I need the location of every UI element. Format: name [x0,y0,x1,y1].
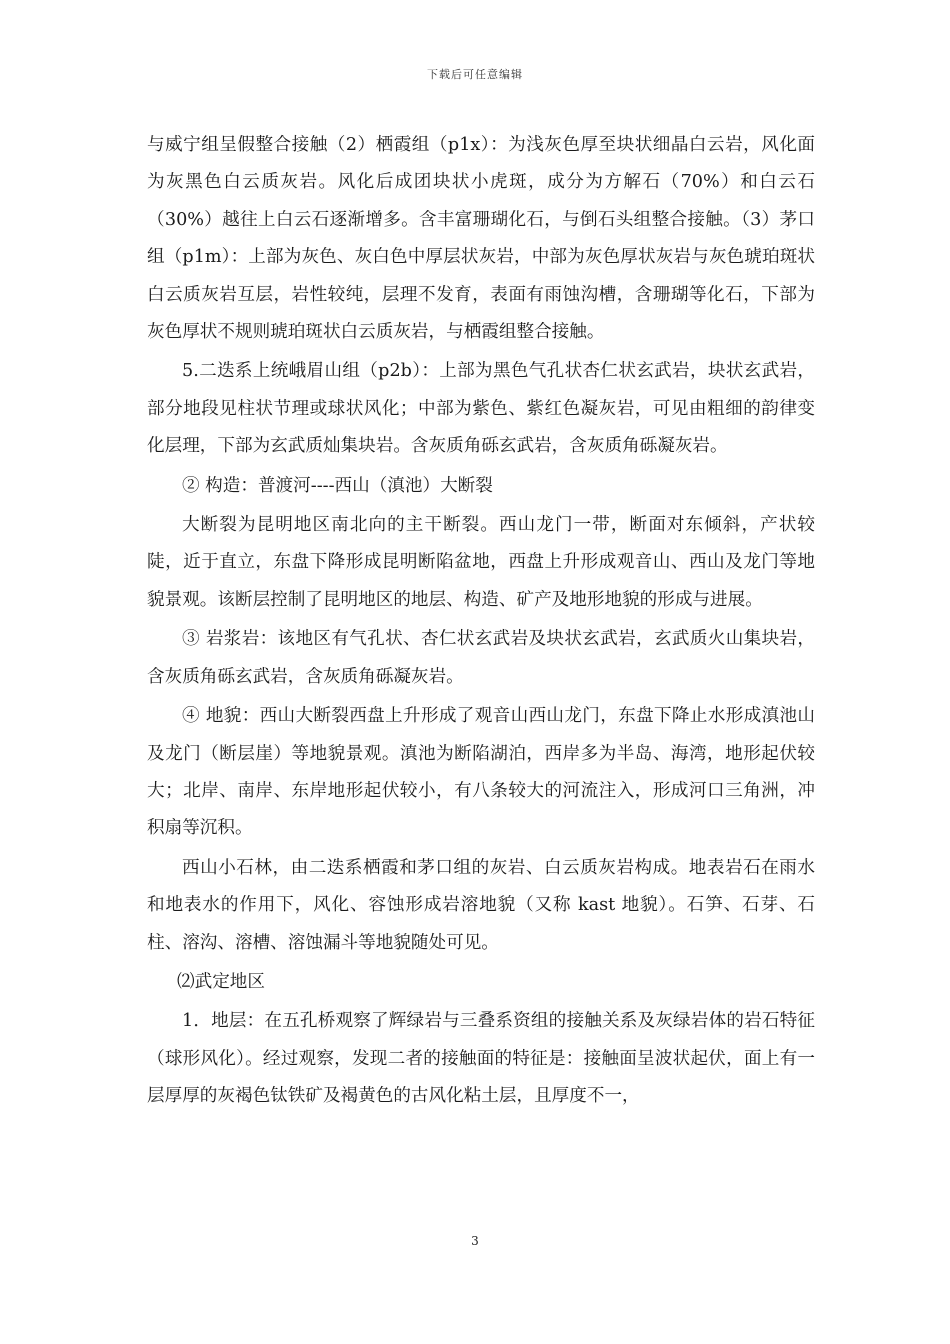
paragraph-wuding-strata: 1．地层：在五孔桥观察了辉绿岩与三叠系资组的接触关系及灰绿岩体的岩石特征（球形风化）。经过观察，发现二者的接触面的特征是：接触面呈波状起伏，面上有一层厚厚的灰褐色钛铁矿及褐黄色的古风化粘土层，且厚度不一， [147,1011,815,1107]
paragraph-emeishan-formation: 5.二迭系上统峨眉山组（p2b）：上部为黑色气孔状杏仁状玄武岩，块状玄武岩，部分地段见柱状节理或球状风化；中部为紫色、紫红色凝灰岩，可见由粗细的韵律变化层理，下部为玄武质灿集块岩。含灰质角砾玄武岩，含灰质角砾凝灰岩。 [147,361,815,457]
page-number: 3 [471,1234,479,1248]
heading-wuding-area: ⑵武定地区 [177,971,265,992]
paragraph-igneous-rock: ③ 岩浆岩：该地区有气孔状、杏仁状玄武岩及块状玄武岩，玄武质火山集块岩，含灰质角砾玄武岩，含灰质角砾凝灰岩。 [147,629,815,687]
paragraph-stone-forest: 西山小石林，由二迭系栖霞和茅口组的灰岩、白云质灰岩构成。地表岩石在雨水和地表水的作用下，风化、容蚀形成岩溶地貌（又称 kast 地貌）。石笋、石芽、石柱、溶沟、溶槽、溶蚀漏斗等地貌随处可见。 [147,857,815,953]
document-body [147,127,815,1116]
paragraph-landform: ④ 地貌：西山大断裂西盘上升形成了观音山西山龙门，东盘下降止水形成滇池山及龙门（断层崖）等地貌景观。滇池为断陷湖泊，西岸多为半岛、海湾，地形起伏较大；北岸、南岸、东岸地形起伏较小，有八条较大的河流注入，形成河口三角洲，冲积扇等沉积。 [147,706,815,839]
header-note: 下载后可任意编辑 [427,68,523,81]
paragraph-formation-continued: 与威宁组呈假整合接触（2）栖霞组（p1x）：为浅灰色厚至块状细晶白云岩，风化面为灰黑色白云质灰岩。风化后成团块状小虎斑，成分为方解石（70%）和白云石（30%）越往上白云石逐渐增多。含丰富珊瑚化石，与倒石头组整合接触。（3）茅口组（p1m）：上部为灰色、灰白色中厚层状灰岩，中部为灰色厚状灰岩与灰色琥珀斑状白云质灰岩互层，岩性较纯，层理不发育，表面有雨蚀沟槽，含珊瑚等化石，下部为灰色厚状不规则琥珀斑状白云质灰岩，与栖霞组整合接触。 [147,135,815,343]
paragraph-fault: 大断裂为昆明地区南北向的主干断裂。西山龙门一带，断面对东倾斜，产状较陡，近于直立，东盘下降形成昆明断陷盆地，西盘上升形成观音山、西山及龙门等地貌景观。该断层控制了昆明地区的地层、构造、矿产及地形地貌的形成与进展。 [147,515,815,610]
heading-structure: ② 构造：普渡河----西山（滇池）大断裂 [182,475,493,496]
